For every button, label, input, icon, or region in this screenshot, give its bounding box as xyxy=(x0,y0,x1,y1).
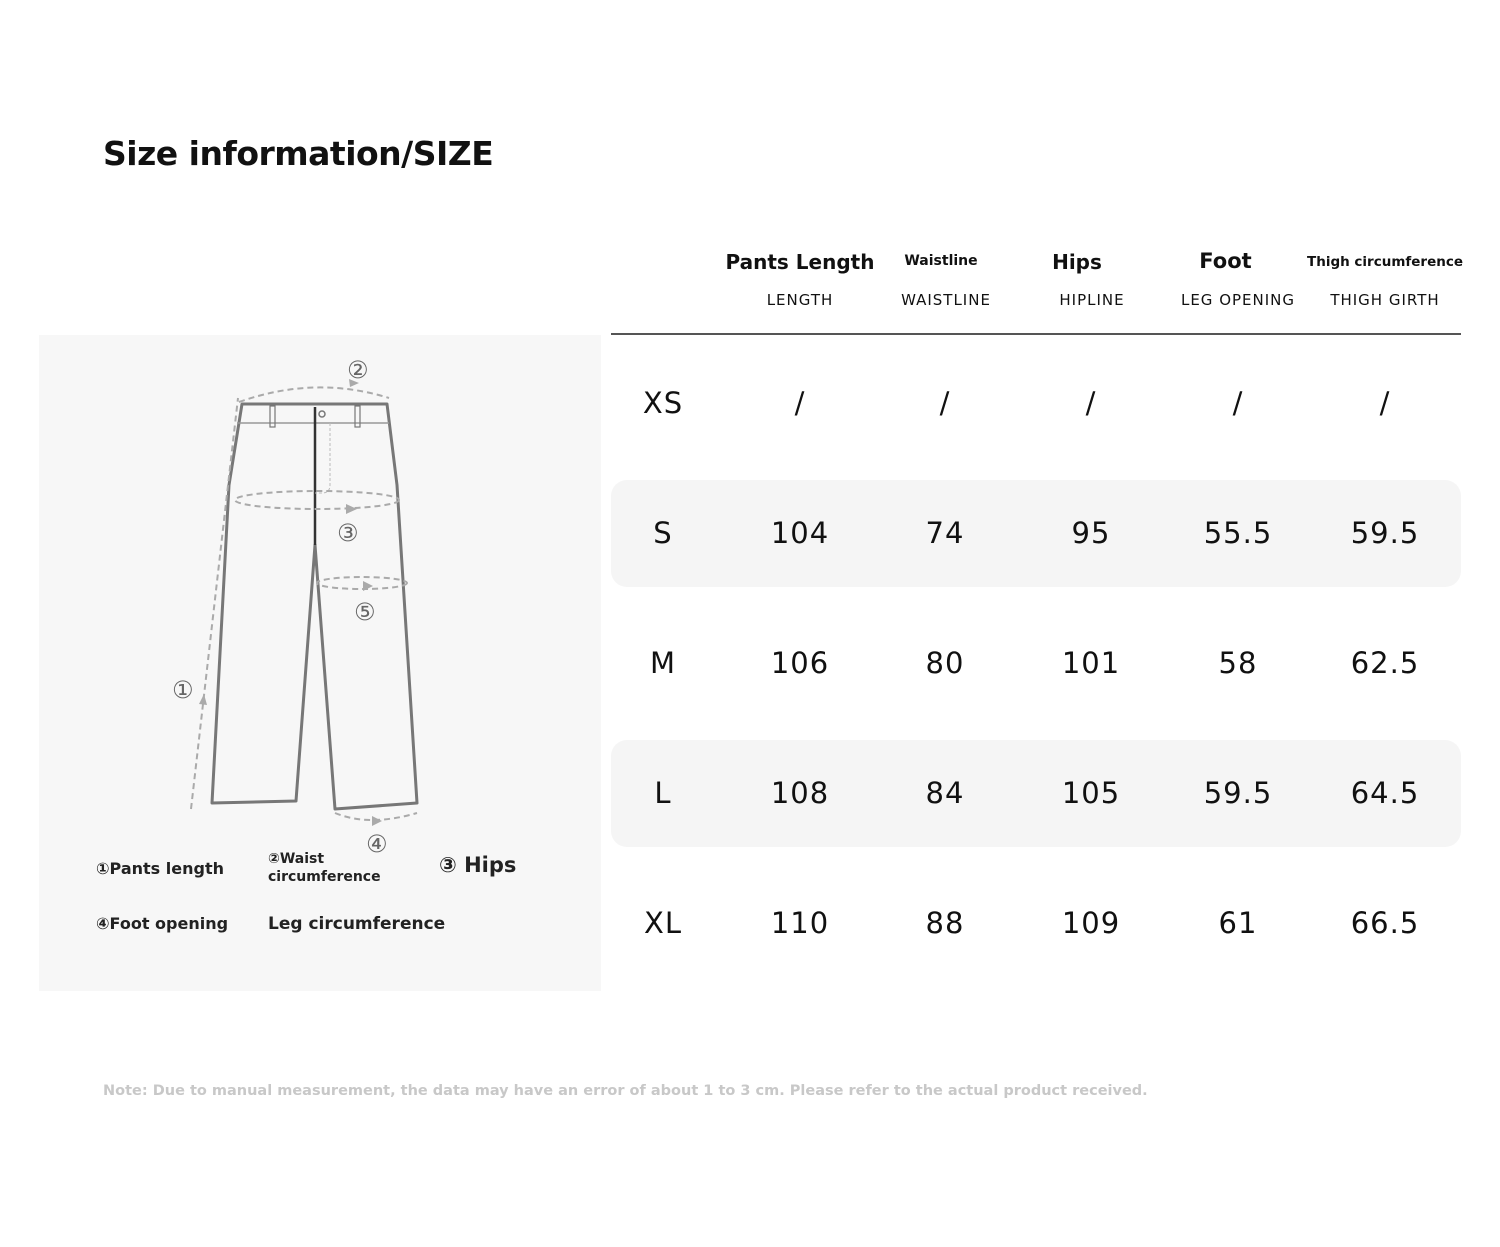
column-header-waistline: Waistline WAISTLINE xyxy=(901,253,991,309)
column-header-length: Pants Length LENGTH xyxy=(725,250,875,309)
cell-length: 104 xyxy=(770,516,830,550)
size-label: XL xyxy=(643,906,683,940)
cell-thigh: 59.5 xyxy=(1350,516,1420,550)
legend-pants-length: ①Pants length xyxy=(96,859,224,878)
table-row-xl xyxy=(611,870,1461,977)
legend-leg-circumference: Leg circumference xyxy=(268,914,446,934)
marker-hips: ③ xyxy=(337,519,359,547)
cell-waist: 88 xyxy=(925,906,965,940)
size-label: L xyxy=(654,776,672,810)
cell-foot: 58 xyxy=(1218,646,1258,680)
measurement-note: Note: Due to manual measurement, the data may have an error of about 1 to 3 cm. Please refer to the actual product received. xyxy=(103,1083,1148,1099)
marker-waist: ② xyxy=(347,356,369,384)
cell-length: / xyxy=(794,386,806,420)
cell-thigh: 62.5 xyxy=(1350,646,1420,680)
cell-hips: 95 xyxy=(1071,516,1111,550)
cell-length: 110 xyxy=(770,906,830,940)
marker-thigh: ⑤ xyxy=(354,598,376,626)
cell-thigh: / xyxy=(1379,386,1391,420)
cell-waist: 80 xyxy=(925,646,965,680)
cell-hips: 109 xyxy=(1061,906,1121,940)
legend-hips: ③ Hips xyxy=(439,853,517,877)
size-label: XS xyxy=(642,386,684,420)
pants-illustration xyxy=(39,335,601,991)
cell-foot: 59.5 xyxy=(1203,776,1273,810)
cell-foot: 55.5 xyxy=(1203,516,1273,550)
cell-hips: / xyxy=(1085,386,1097,420)
column-header-thigh: Thigh circumference THIGH GIRTH xyxy=(1307,254,1464,309)
cell-waist: 74 xyxy=(925,516,965,550)
cell-waist: 84 xyxy=(925,776,965,810)
table-row-s xyxy=(611,480,1461,587)
cell-hips: 101 xyxy=(1061,646,1121,680)
size-label: M xyxy=(649,646,677,680)
marker-foot: ④ xyxy=(366,830,388,858)
marker-length: ① xyxy=(172,676,194,704)
cell-foot: / xyxy=(1232,386,1244,420)
cell-length: 106 xyxy=(770,646,830,680)
size-label: S xyxy=(653,516,673,550)
column-header-hips: Hips HIPLINE xyxy=(1052,250,1125,309)
column-header-foot: Foot LEG OPENING xyxy=(1180,249,1296,309)
cell-length: 108 xyxy=(770,776,830,810)
arrow-icon xyxy=(346,504,357,514)
cell-thigh: 66.5 xyxy=(1350,906,1420,940)
legend-waist-line1: ②Waist xyxy=(268,851,325,867)
cell-foot: 61 xyxy=(1218,906,1258,940)
cell-thigh: 64.5 xyxy=(1350,776,1420,810)
cell-waist: / xyxy=(939,386,951,420)
table-row-m xyxy=(611,610,1461,717)
header-divider xyxy=(611,333,1461,335)
arrow-icon xyxy=(372,816,382,826)
page-title: Size information/SIZE xyxy=(103,134,494,173)
pants-diagram-panel xyxy=(39,335,601,991)
legend-foot-opening: ④Foot opening xyxy=(96,914,229,933)
cell-hips: 105 xyxy=(1061,776,1121,810)
legend-waist-line2: circumference xyxy=(268,869,381,885)
table-row-xs xyxy=(611,350,1461,457)
table-row-l xyxy=(611,740,1461,847)
